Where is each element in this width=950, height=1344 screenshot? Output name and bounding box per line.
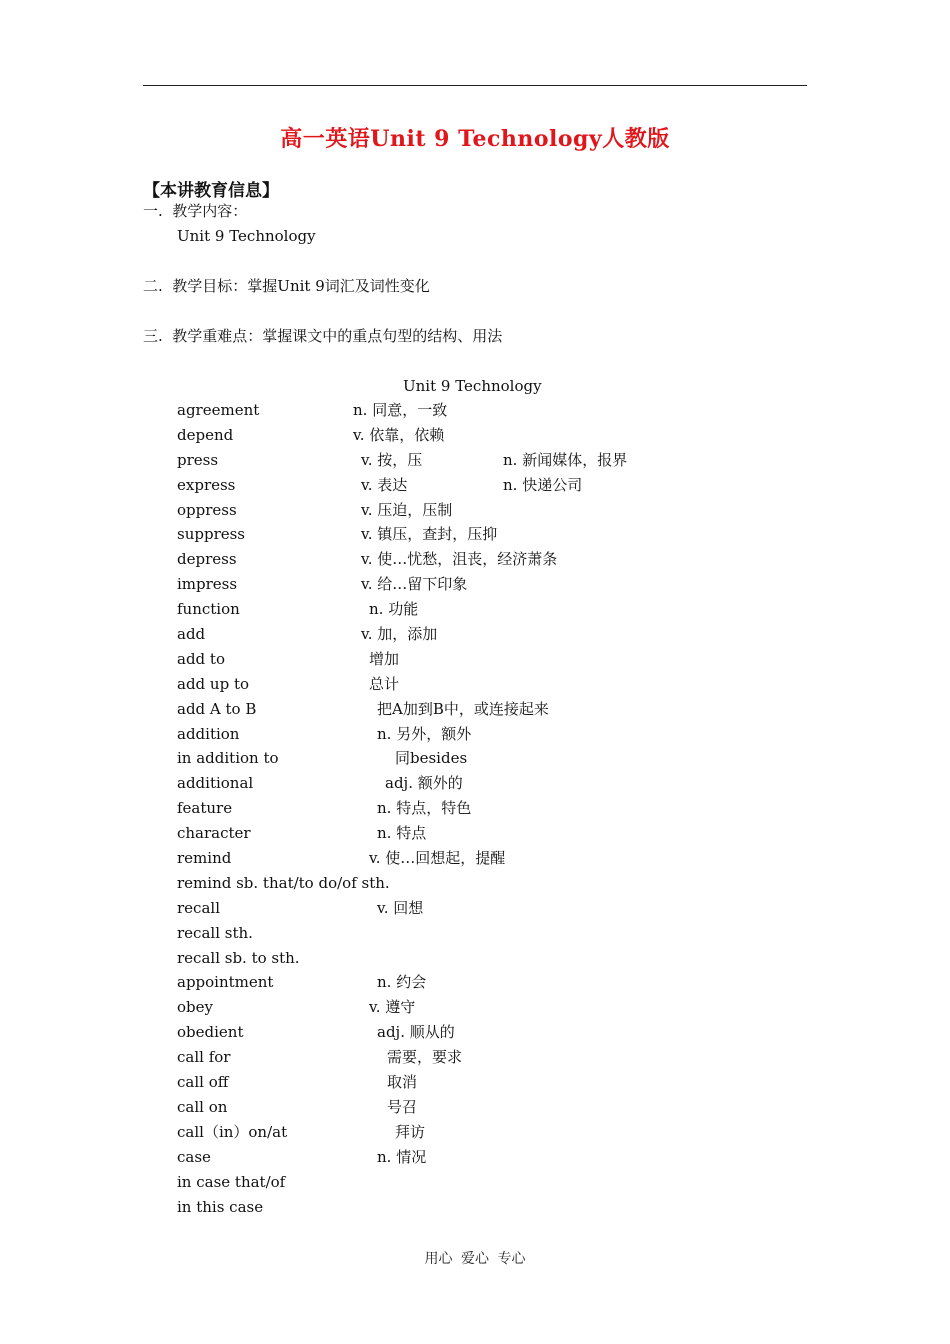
vocab-list	[177, 400, 737, 1221]
vocab-row	[177, 599, 737, 624]
vocab-row	[177, 475, 737, 500]
vocab-row	[177, 1047, 737, 1072]
vocab-title: Unit 9 Technology	[403, 377, 542, 395]
vocab-row	[177, 798, 737, 823]
vocab-definition: v. 镇压，查封，压抑	[361, 525, 498, 544]
header-rule	[143, 85, 807, 86]
info-heading: 【本讲教育信息】	[143, 181, 279, 201]
vocab-row	[177, 848, 737, 873]
vocab-definition-alt: n. 新闻媒体，报界	[503, 450, 628, 469]
vocab-word: remind sb. that/to do/of sth.	[177, 873, 390, 892]
vocab-definition: v. 给…留下印象	[361, 575, 468, 594]
page-footer: 用心 爱心 专心	[424, 1251, 526, 1267]
vocab-row	[177, 624, 737, 649]
vocab-definition: n. 约会	[377, 973, 427, 992]
vocab-definition: 拜访	[395, 1122, 426, 1141]
vocab-word: add	[177, 625, 206, 644]
vocab-word: suppress	[177, 525, 246, 544]
vocab-row	[177, 1172, 737, 1197]
vocab-word: appointment	[177, 973, 274, 992]
vocab-definition: 号召	[387, 1097, 418, 1116]
vocab-word: add up to	[177, 674, 250, 693]
vocab-row	[177, 1147, 737, 1172]
vocab-definition: n. 特点，特色	[377, 799, 472, 818]
vocab-row	[177, 997, 737, 1022]
vocab-row	[177, 748, 737, 773]
section-1-content: Unit 9 Technology	[177, 227, 316, 245]
vocab-word: obey	[177, 998, 213, 1017]
vocab-row	[177, 1122, 737, 1147]
vocab-row	[177, 1072, 737, 1097]
vocab-row	[177, 574, 737, 599]
vocab-definition: adj. 顺从的	[377, 1023, 455, 1042]
vocab-row	[177, 500, 737, 525]
vocab-definition: n. 同意，一致	[353, 401, 448, 419]
vocab-row	[177, 649, 737, 674]
vocab-definition: v. 加，添加	[361, 625, 438, 644]
vocab-word: in case that/of	[177, 1172, 286, 1191]
vocab-word: recall sth.	[177, 923, 253, 942]
vocab-definition: 取消	[387, 1073, 418, 1092]
vocab-word: call for	[177, 1048, 231, 1067]
vocab-definition: adj. 额外的	[385, 774, 463, 793]
vocab-definition: v. 依靠，依赖	[353, 425, 445, 444]
vocab-definition: n. 功能	[369, 600, 419, 619]
vocab-row	[177, 425, 737, 450]
vocab-row	[177, 923, 737, 948]
vocab-word: function	[177, 600, 240, 619]
vocab-definition: n. 情况	[377, 1147, 427, 1166]
vocab-definition: 需要，要求	[387, 1048, 463, 1067]
section-2: 二. 教学目标：掌握Unit 9词汇及词性变化	[143, 277, 430, 295]
vocab-word: impress	[177, 575, 238, 594]
vocab-row	[177, 972, 737, 997]
vocab-word: express	[177, 475, 236, 494]
vocab-word: press	[177, 450, 219, 469]
vocab-word: feature	[177, 799, 233, 818]
vocab-word: depress	[177, 550, 237, 569]
section-1-label: 一. 教学内容：	[143, 202, 248, 220]
vocab-definition: 增加	[369, 649, 400, 668]
vocab-row	[177, 898, 737, 923]
vocab-word: call on	[177, 1097, 228, 1116]
vocab-row	[177, 1097, 737, 1122]
vocab-definition: v. 压迫，压制	[361, 500, 453, 519]
vocab-row	[177, 549, 737, 574]
vocab-word: add A to B	[177, 699, 257, 718]
vocab-row	[177, 400, 737, 425]
vocab-word: call off	[177, 1073, 229, 1092]
vocab-row	[177, 724, 737, 749]
vocab-word: call（in）on/at	[177, 1122, 288, 1141]
vocab-definition: v. 使…回想起，提醒	[369, 849, 506, 868]
vocab-definition: v. 表达	[361, 475, 408, 494]
vocab-word: add to	[177, 649, 225, 668]
vocab-definition: n. 特点	[377, 824, 427, 843]
vocab-definition: v. 使…忧愁，沮丧，经济萧条	[361, 550, 558, 569]
vocab-word: case	[177, 1147, 211, 1166]
vocab-row	[177, 450, 737, 475]
vocab-word: agreement	[177, 401, 260, 419]
vocab-row	[177, 873, 737, 898]
vocab-definition: 把A加到B中，或连接起来	[377, 699, 549, 718]
vocab-word: in this case	[177, 1197, 264, 1216]
vocab-definition-alt: n. 快递公司	[503, 475, 583, 494]
vocab-word: oppress	[177, 500, 237, 519]
vocab-row	[177, 823, 737, 848]
vocab-definition: 同besides	[395, 749, 468, 768]
vocab-row	[177, 1197, 737, 1222]
vocab-word: recall	[177, 898, 220, 917]
vocab-word: remind	[177, 849, 232, 868]
vocab-definition: 总计	[369, 674, 400, 693]
vocab-word: addition	[177, 724, 240, 743]
vocab-word: additional	[177, 774, 254, 793]
vocab-row	[177, 674, 737, 699]
vocab-row	[177, 524, 737, 549]
vocab-row	[177, 699, 737, 724]
vocab-definition: v. 遵守	[369, 998, 416, 1017]
vocab-definition: v. 按，压	[361, 450, 423, 469]
vocab-word: in addition to	[177, 749, 279, 768]
vocab-row	[177, 773, 737, 798]
vocab-row	[177, 948, 737, 973]
vocab-word: depend	[177, 425, 234, 444]
vocab-word: recall sb. to sth.	[177, 948, 300, 967]
vocab-row	[177, 1022, 737, 1047]
page-title: 高一英语Unit 9 Technology人教版	[280, 126, 670, 152]
vocab-definition: v. 回想	[377, 898, 424, 917]
vocab-definition: n. 另外，额外	[377, 724, 472, 743]
vocab-word: character	[177, 824, 251, 843]
section-3: 三. 教学重难点：掌握课文中的重点句型的结构、用法	[143, 327, 503, 345]
vocab-word: obedient	[177, 1023, 244, 1042]
